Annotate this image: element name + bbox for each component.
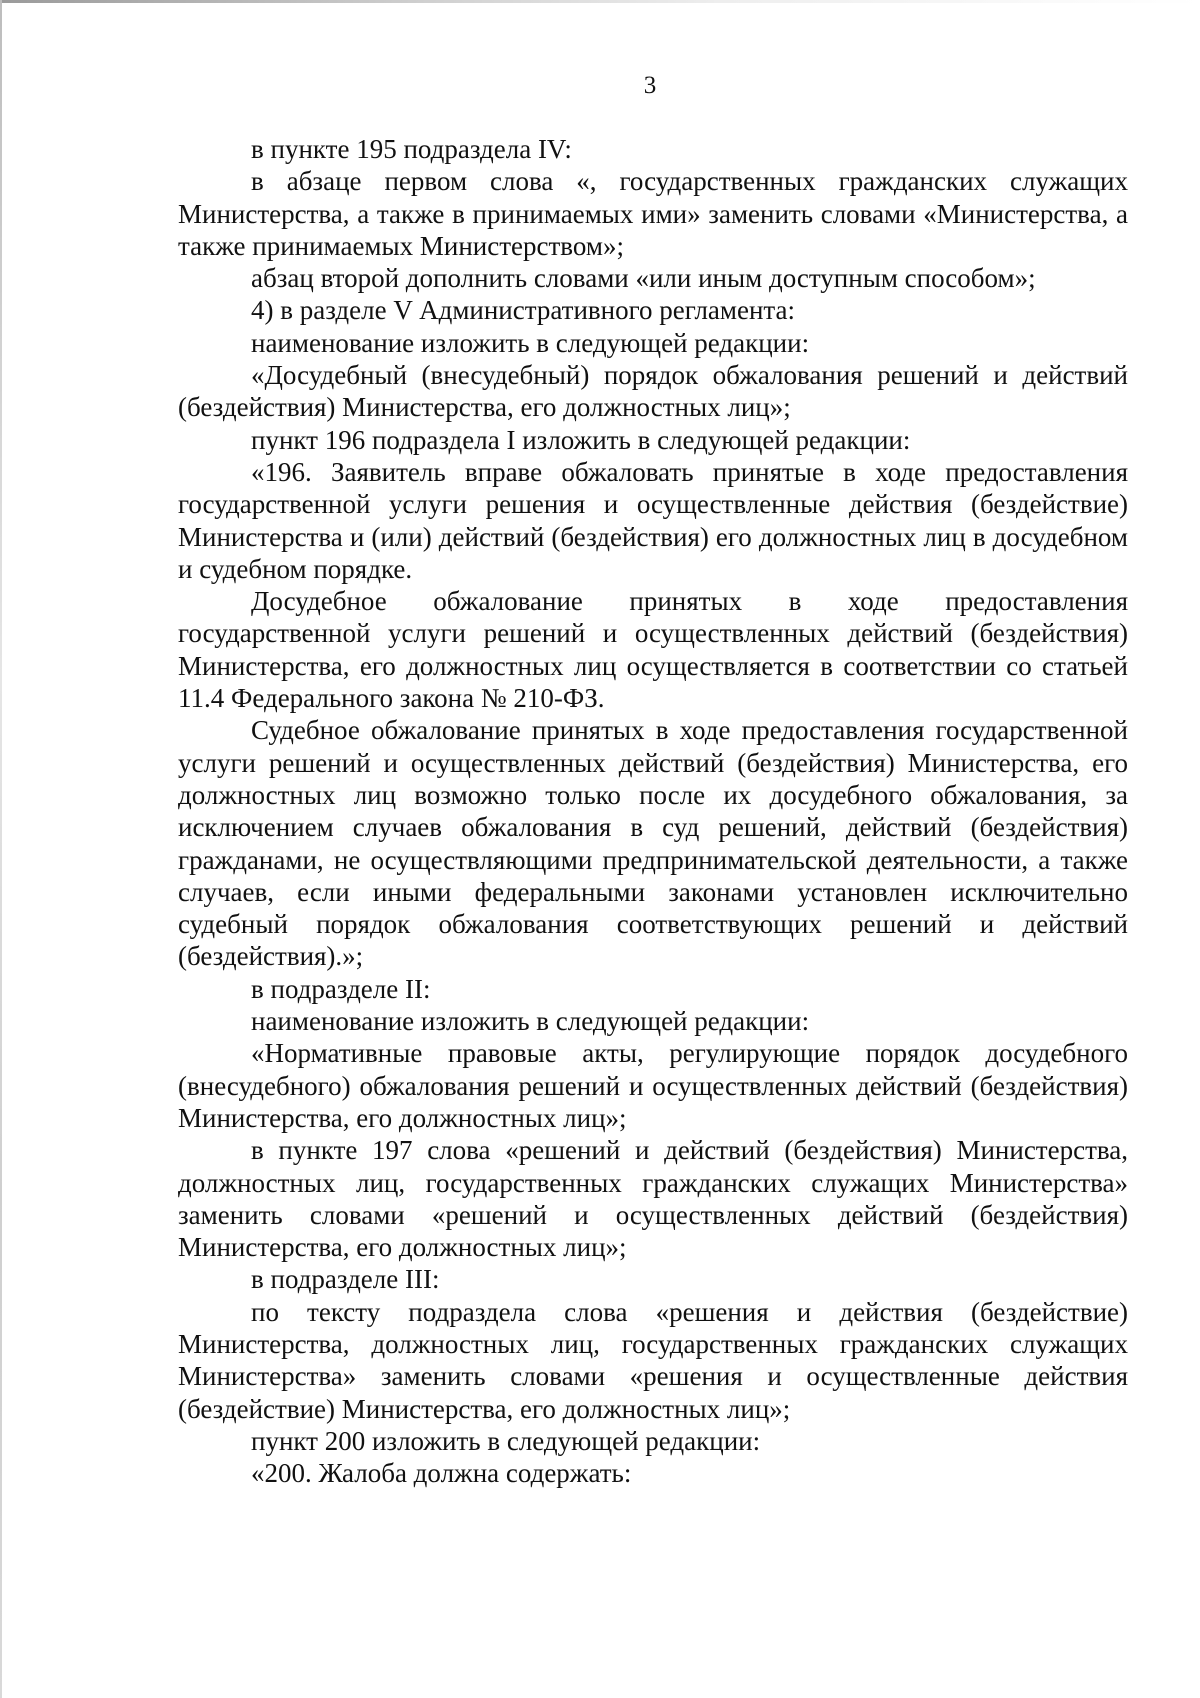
paragraph: Судебное обжалование принятых в ходе предоставления государственной услуги решений и осуществленных действий (бездействия) Министерства, его должностных лиц возможно только после их досудебного обжалования, за исключением случаев обжалования в суд решений, действий (бездействия) гражданами, не осуществляющими предпринимательской деятельности, а также случаев, если иными федеральными законами установлен исключительно судебный порядок обжалования соответствующих решений и действий (бездействия).»;	[178, 715, 1128, 972]
paragraph: 4) в разделе V Административного регламента:	[251, 295, 796, 326]
paragraph: по тексту подраздела слова «решения и действия (бездействие) Министерства, должностных лиц, государственных гражданских служащих Министерства» заменить словами «решения и осуществленные действия (бездействие) Министерства, его должностных лиц»;	[178, 1296, 1128, 1424]
document-body	[178, 133, 1128, 1489]
scan-edge-top	[0, 0, 1200, 3]
paragraph: пункт 200 изложить в следующей редакции:	[251, 1425, 761, 1456]
paragraph: «200. Жалоба должна содержать:	[251, 1458, 632, 1489]
paragraph: наименование изложить в следующей редакции:	[251, 1006, 810, 1037]
scan-edge-left	[0, 0, 2, 1698]
page-number: 3	[643, 72, 657, 99]
paragraph: в подразделе II:	[251, 973, 431, 1004]
paragraph: пункт 196 подраздела I изложить в следующей редакции:	[251, 424, 911, 455]
paragraph: «196. Заявитель вправе обжаловать принятые в ходе предоставления государственной услуги решения и осуществленные действия (бездействие) Министерства и (или) действий (бездействия) его должностных лиц в досудебном и судебном порядке.	[178, 456, 1128, 584]
paragraph: «Досудебный (внесудебный) порядок обжалования решений и действий (бездействия) Министерства, его должностных лиц»;	[178, 360, 1128, 423]
paragraph: в абзаце первом слова «, государственных гражданских служащих Министерства, а также в принимаемых ими» заменить словами «Министерства, а также принимаемых Министерством»;	[178, 166, 1128, 261]
paragraph: в подразделе III:	[251, 1264, 440, 1295]
paragraph: наименование изложить в следующей редакции:	[251, 327, 810, 358]
paragraph: «Нормативные правовые акты, регулирующие порядок досудебного (внесудебного) обжалования решений и осуществленных действий (бездействия) Министерства, его должностных лиц»;	[178, 1038, 1128, 1133]
paragraph: в пункте 195 подраздела IV:	[251, 134, 572, 164]
paragraph: Досудебное обжалование принятых в ходе предоставления государственной услуги решений и осуществленных действий (бездействия) Министерства, его должностных лиц осуществляется в соответствии со статьей 11.4 Федерального закона № 210-ФЗ.	[178, 586, 1128, 714]
paragraph: абзац второй дополнить словами «или иным доступным способом»;	[251, 263, 1036, 294]
paragraph: в пункте 197 слова «решений и действий (бездействия) Министерства, должностных лиц, государственных гражданских служащих Министерства» заменить словами «решений и осуществленных действий (бездействия) Министерства, его должностных лиц»;	[178, 1135, 1128, 1263]
